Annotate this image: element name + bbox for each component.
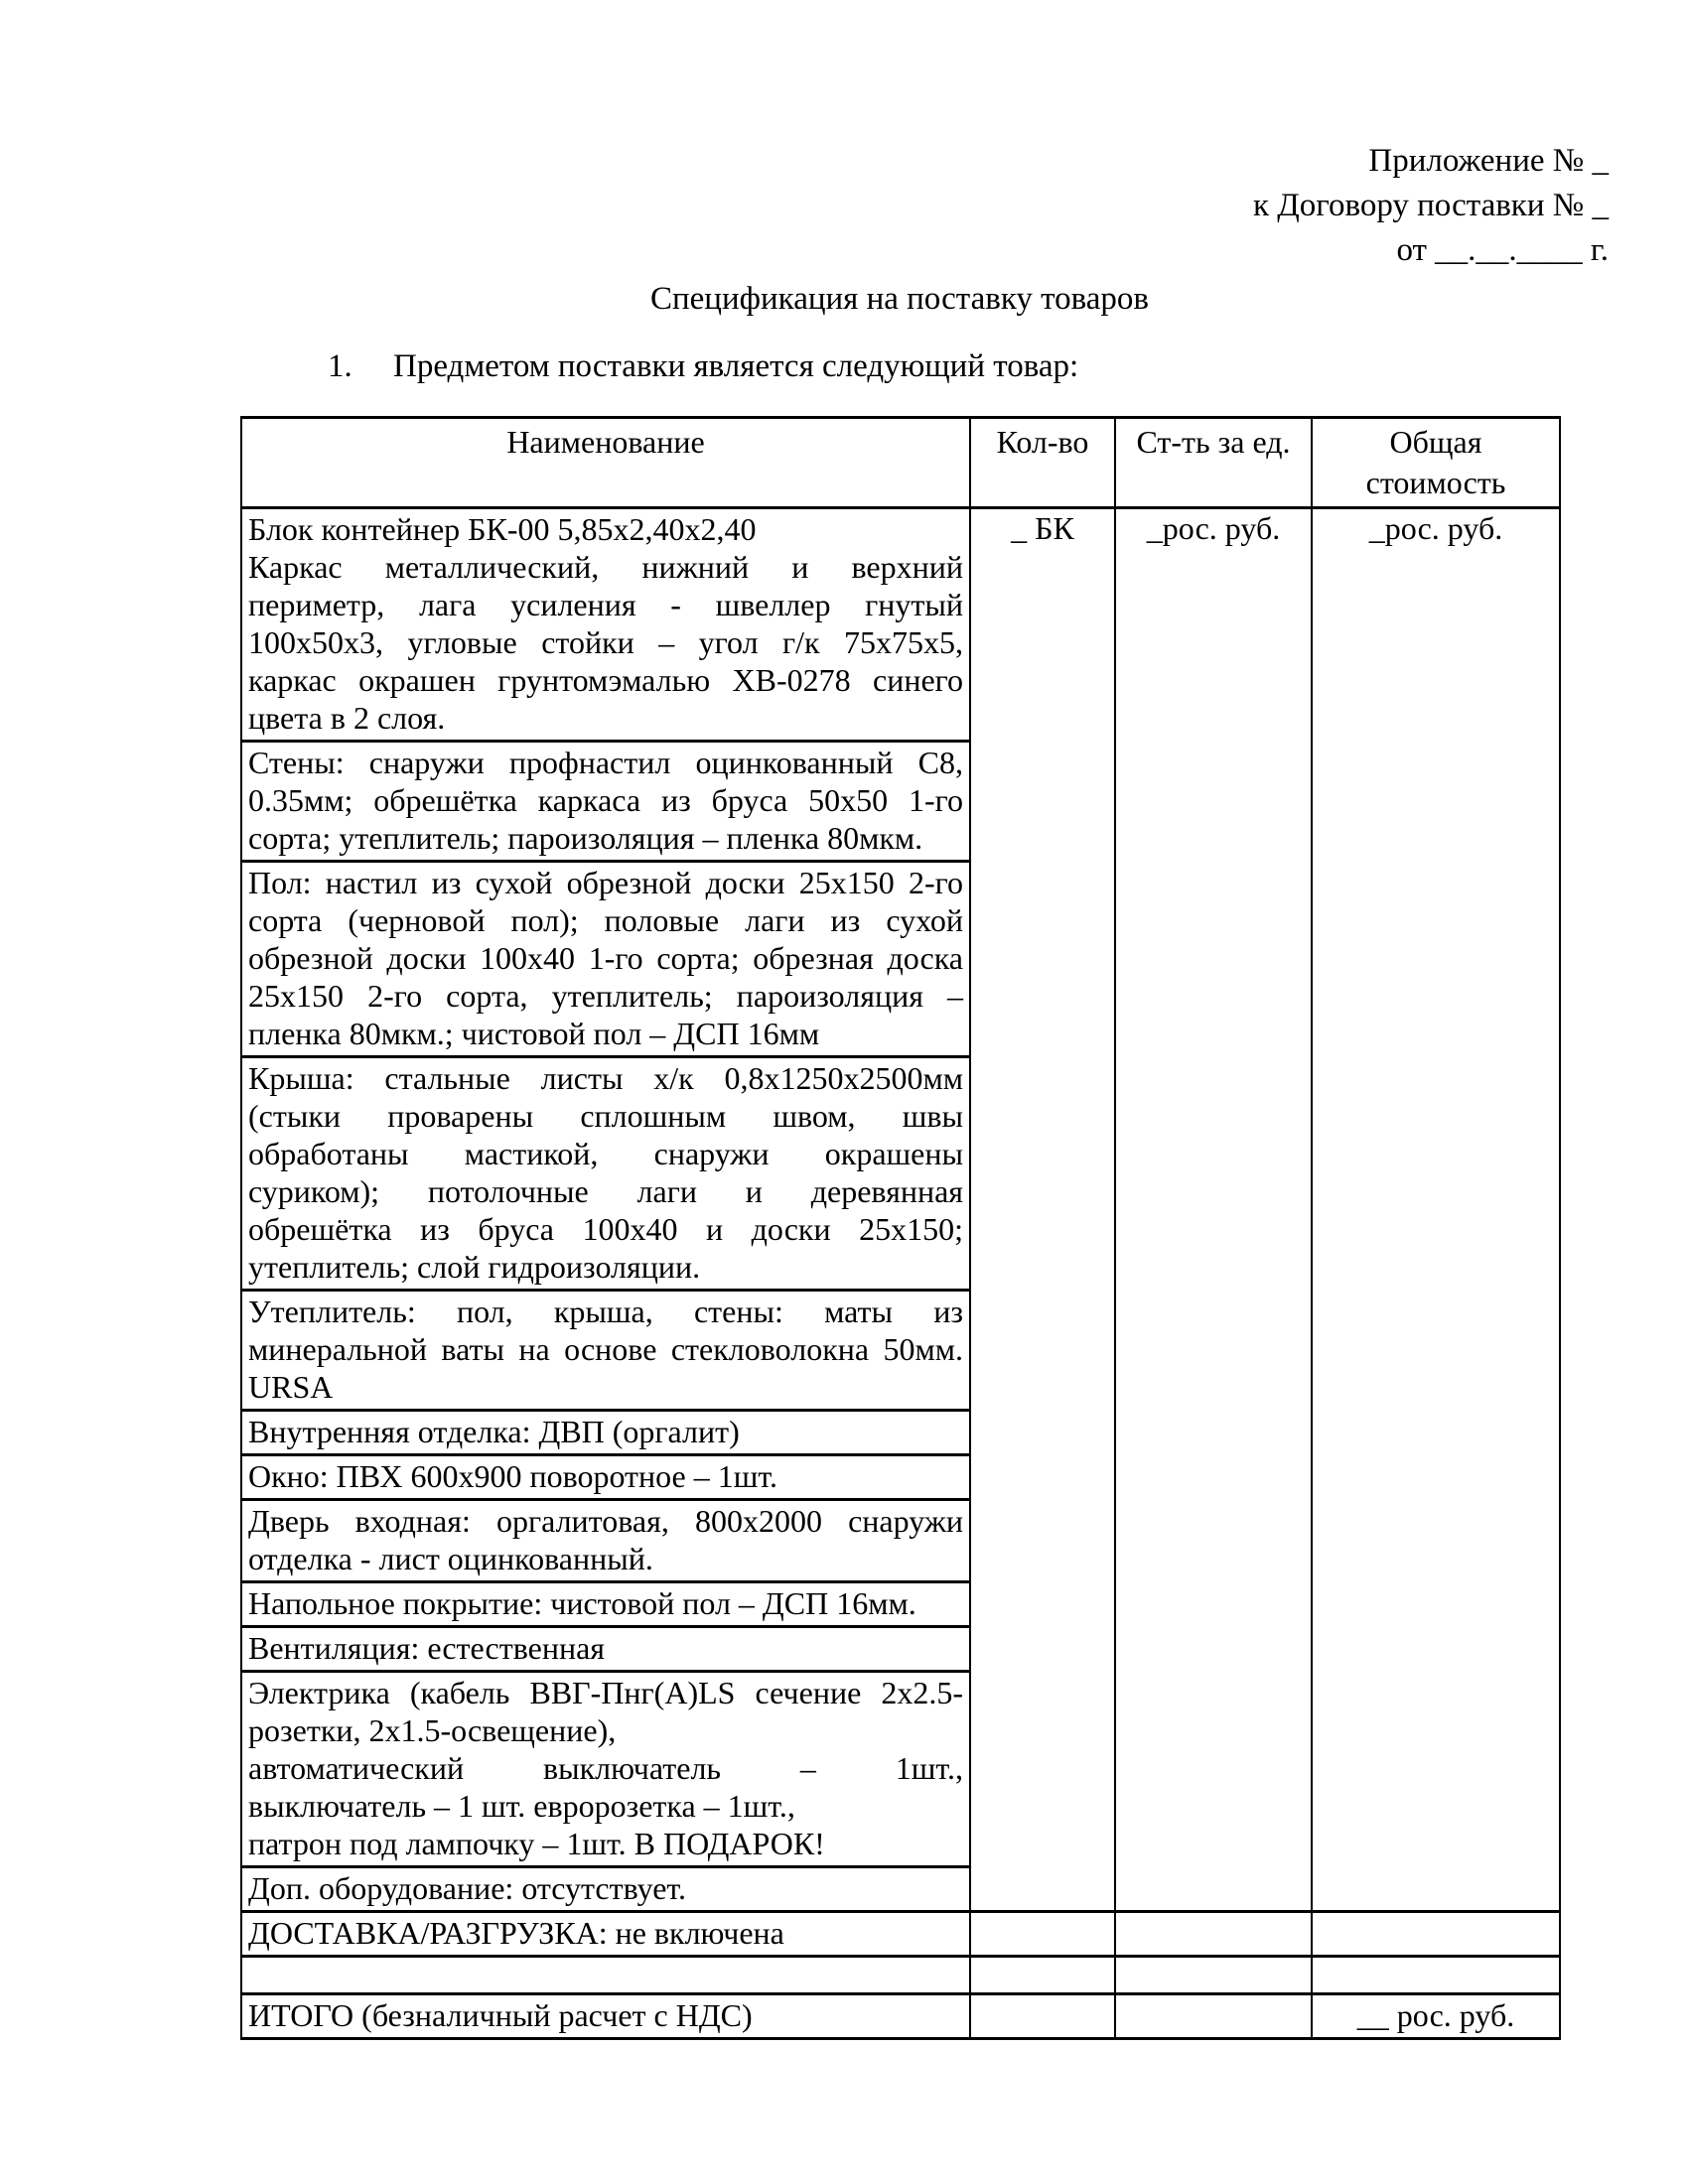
spec-line: автоматический выключатель – 1шт., <box>248 1750 963 1786</box>
spec-line: Напольное покрытие: чистовой пол – ДСП 16мм. <box>248 1585 916 1621</box>
spec-line: Крыша: стальные листы х/к 0,8х1250х2500мм <box>248 1060 963 1096</box>
cell-additional-equipment <box>241 1867 970 1912</box>
cell-floor <box>241 862 970 1057</box>
cell-total-price-value: _рос. руб. <box>1312 508 1560 1912</box>
spec-line: сорта (черновой пол); половые лаги из сухой <box>248 902 963 938</box>
spec-line: Стены: снаружи профнастил оцинкованный С8, <box>248 745 963 780</box>
spec-line: ДОСТАВКА/РАЗГРУЗКА: не включена <box>248 1915 784 1951</box>
spec-line: суриком); потолочные лаги и деревянная <box>248 1173 963 1209</box>
header-unit-price: Ст-ть за ед. <box>1115 418 1312 508</box>
cell-delivery-quantity <box>970 1912 1115 1957</box>
item-text: Предметом поставки является следующий товар: <box>393 348 1079 384</box>
cell-delivery <box>241 1912 970 1957</box>
spec-line: Каркас металлический, нижний и верхний <box>248 549 963 585</box>
spec-line: отделка - лист оцинкованный. <box>248 1541 653 1576</box>
cell-quantity-value: _ БК <box>970 508 1115 1912</box>
cell-roof <box>241 1057 970 1291</box>
spec-line: 100х50х3, угловые стойки – угол г/к 75х75х5, <box>248 624 963 660</box>
spec-line: обрешётка из бруса 100х40 и доски 25х150; <box>248 1211 963 1247</box>
table-row-total <box>241 1994 1560 2039</box>
spec-line: минеральной ваты на основе стекловолокна 50мм. <box>248 1331 963 1367</box>
empty-cell <box>241 1957 970 1994</box>
cell-window <box>241 1455 970 1500</box>
cell-frame <box>241 508 970 742</box>
spec-line: Вентиляция: естественная <box>248 1630 605 1666</box>
specification-table <box>240 416 1561 2040</box>
spec-line: периметр, лага усиления - швеллер гнутый <box>248 587 963 622</box>
spec-line: (стыки проварены сплошным швом, швы <box>248 1098 963 1134</box>
cell-delivery-unit-price <box>1115 1912 1312 1957</box>
cell-walls <box>241 742 970 862</box>
cell-delivery-total-price <box>1312 1912 1560 1957</box>
spec-line: Дверь входная: оргалитовая, 800х2000 снаружи <box>248 1503 963 1539</box>
spec-line: Внутренняя отделка: ДВП (оргалит) <box>248 1414 740 1449</box>
spec-line: обрезной доски 100х40 1-го сорта; обрезная доска <box>248 940 963 976</box>
item-number: 1. <box>328 348 352 384</box>
cell-insulation <box>241 1291 970 1411</box>
cell-interior-finish <box>241 1411 970 1455</box>
spec-line: Блок контейнер БК-00 5,85х2,40х2,40 <box>248 511 757 547</box>
header-name: Наименование <box>241 418 970 508</box>
cell-unit-price-value: _рос. руб. <box>1115 508 1312 1912</box>
spec-line: выключатель – 1 шт. евророзетка – 1шт., <box>248 1788 795 1824</box>
spec-line: URSA <box>248 1369 334 1405</box>
empty-cell <box>970 1957 1115 1994</box>
appendix-block <box>240 139 1609 273</box>
numbered-item-1 <box>240 346 1609 386</box>
appendix-line-1: Приложение № _ <box>1368 143 1609 179</box>
spec-line: цвета в 2 слоя. <box>248 700 446 736</box>
total-value: __ рос. руб. <box>1312 1994 1560 2039</box>
spec-line: утеплитель; слой гидроизоляции. <box>248 1249 701 1285</box>
spec-line: розетки, 2х1.5-освещение), <box>248 1712 617 1748</box>
empty-cell <box>1312 1957 1560 1994</box>
total-unit-price-cell <box>1115 1994 1312 2039</box>
spec-line: Электрика (кабель ВВГ-Пнг(А)LS сечение 2х2.5- <box>248 1675 963 1710</box>
spec-line: Пол: настил из сухой обрезной доски 25х150 2-го <box>248 865 963 900</box>
spec-line: Утеплитель: пол, крыша, стены: маты из <box>248 1294 963 1329</box>
cell-floor-covering <box>241 1582 970 1627</box>
table-row-delivery <box>241 1912 1560 1957</box>
table-header-row <box>241 418 1560 508</box>
spec-line: каркас окрашен грунтомэмалью ХВ-0278 синего <box>248 662 963 698</box>
spec-line: 0.35мм; обрешётка каркаса из бруса 50х50 1-го <box>248 782 963 818</box>
total-label: ИТОГО (безналичный расчет с НДС) <box>241 1994 970 2039</box>
document-title: Спецификация на поставку товаров <box>649 281 1150 317</box>
spec-line: Окно: ПВХ 600х900 поворотное – 1шт. <box>248 1458 777 1494</box>
spec-line: сорта; утеплитель; пароизоляция – пленка 80мкм. <box>248 820 923 856</box>
cell-ventilation <box>241 1627 970 1672</box>
header-total-price: Общая стоимость <box>1312 418 1560 508</box>
cell-entry-door <box>241 1500 970 1582</box>
table-row-empty <box>241 1957 1560 1994</box>
spec-line: обработаны мастикой, снаружи окрашены <box>248 1136 963 1171</box>
appendix-line-2: к Договору поставки № _ <box>1252 188 1609 223</box>
spec-line: патрон под лампочку – 1шт. В ПОДАРОК! <box>248 1826 825 1861</box>
header-quantity: Кол-во <box>970 418 1115 508</box>
table-row-frame <box>241 508 1560 742</box>
empty-cell <box>1115 1957 1312 1994</box>
spec-line: Доп. оборудование: отсутствует. <box>248 1870 686 1906</box>
appendix-line-3: от __.__.____ г. <box>1396 232 1609 268</box>
spec-line: пленка 80мкм.; чистовой пол – ДСП 16мм <box>248 1016 820 1051</box>
spec-line: 25х150 2-го сорта, утеплитель; пароизоляция – <box>248 978 963 1014</box>
cell-electrics <box>241 1672 970 1867</box>
total-quantity-cell <box>970 1994 1115 2039</box>
